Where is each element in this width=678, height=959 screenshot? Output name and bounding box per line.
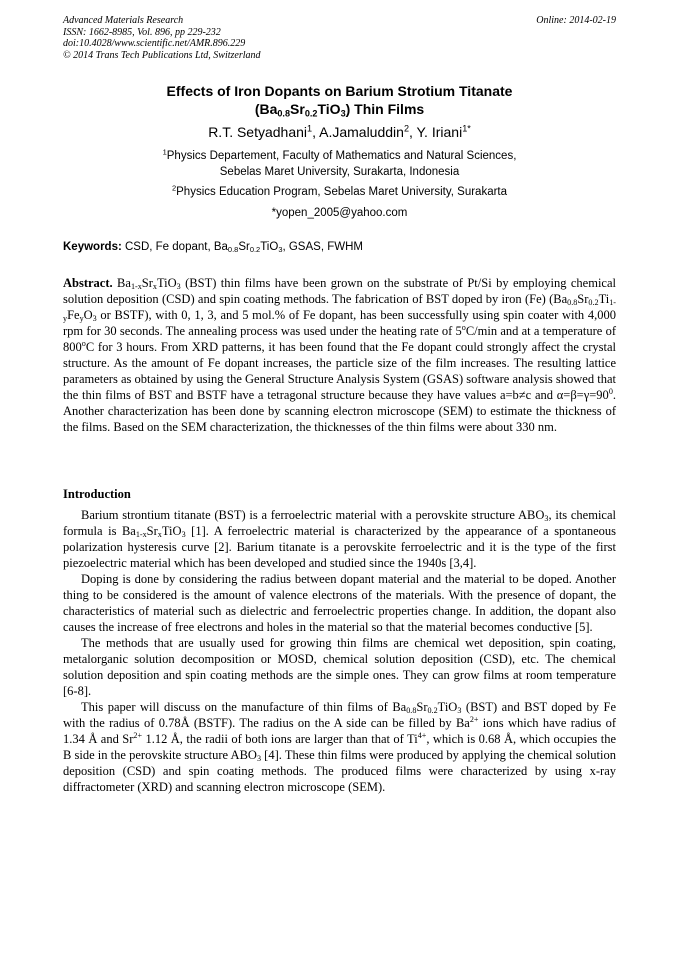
affiliation-text: Physics Departement, Faculty of Mathematics and Natural Sciences, bbox=[166, 150, 517, 162]
intro-text: Sr bbox=[416, 700, 428, 714]
journal-name: Advanced Materials Research bbox=[63, 15, 184, 26]
intro-paragraph-3: The methods that are usually used for growing thin films are chemical wet deposition, spin coating, metalorganic solution decomposition or MOSD, chemical solution deposition (CSD), etc. The chemical solution deposition and spin coating methods are the simple ones. They can grow films at room temperature [6-8]. bbox=[63, 636, 616, 698]
author-name: R.T. Setyadhani bbox=[208, 124, 308, 140]
abstract-sub: 1-y bbox=[63, 298, 616, 324]
intro-text: TiO bbox=[437, 700, 458, 714]
abstract-text: Ba bbox=[112, 276, 131, 290]
affiliation-2 bbox=[63, 184, 616, 200]
section-heading-introduction: Introduction bbox=[63, 487, 131, 501]
intro-text: 1.12 Å, the radii of both ions are larger than that of Ti bbox=[142, 732, 418, 746]
author-affiliation-mark: 1* bbox=[462, 123, 471, 134]
abstract-text: Ti bbox=[598, 292, 610, 306]
intro-text: ions which have radius of 1.34 Å and Sr bbox=[63, 716, 616, 746]
abstract-text: C/min and at a temperature of 800 bbox=[63, 324, 616, 354]
abstract-sub: 0.2 bbox=[588, 298, 599, 308]
keywords-sub: 0.2 bbox=[249, 244, 261, 254]
intro-text: (BST) and BST doped by Fe with the radius of 0.78Å (BSTF). The radius on the A side can be filled by Ba bbox=[63, 700, 617, 730]
title-formula-tio: TiO bbox=[317, 100, 341, 117]
author-affiliation-mark: 2 bbox=[403, 123, 409, 134]
affiliation-mark: 1 bbox=[162, 147, 167, 157]
paper-title bbox=[63, 83, 616, 118]
intro-paragraph-4 bbox=[63, 699, 616, 795]
title-line-1: Effects of Iron Dopants on Barium Strotium Titanate bbox=[166, 83, 513, 99]
title-sub: 0.2 bbox=[304, 107, 318, 118]
keywords-text: , GSAS, FWHM bbox=[282, 241, 363, 253]
abstract-text: (BST) thin films have been grown on the substrate of Pt/Si by employing chemical solution deposition (CSD) and spin coating methods. The fabrication of BST doped by iron (Fe) (Ba bbox=[63, 276, 616, 306]
intro-text: Sr bbox=[146, 524, 158, 538]
intro-sub: 3 bbox=[256, 754, 262, 764]
keywords-text: Sr bbox=[238, 241, 250, 253]
intro-sub: 3 bbox=[457, 706, 462, 716]
intro-text: This paper will discuss on the manufacture of thin films of Ba bbox=[81, 700, 407, 714]
keywords bbox=[63, 239, 616, 255]
title-sub: 0.8 bbox=[277, 107, 291, 118]
online-date: Online: 2014-02-19 bbox=[536, 15, 616, 26]
title-formula-ba: (Ba bbox=[254, 100, 278, 117]
abstract-text: Fe bbox=[67, 308, 80, 322]
intro-sup: 2+ bbox=[469, 715, 479, 725]
intro-sub: 1-x bbox=[135, 530, 147, 540]
keywords-sub: 3 bbox=[278, 244, 283, 254]
intro-text: , its chemical formula is Ba bbox=[63, 508, 616, 538]
affiliation-1-line-2: Sebelas Maret University, Surakarta, Indonesia bbox=[219, 166, 460, 178]
intro-sub: 3 bbox=[544, 514, 549, 524]
abstract-sub: 0.8 bbox=[567, 298, 578, 308]
abstract-sub: y bbox=[79, 314, 84, 324]
abstract-sub: 1-x bbox=[130, 282, 142, 292]
doi: doi:10.4028/www.scientific.net/AMR.896.229 bbox=[63, 38, 246, 49]
author-list bbox=[63, 123, 616, 141]
affiliation-1 bbox=[63, 148, 616, 180]
author-name: , Y. Iriani bbox=[409, 124, 463, 140]
abstract-sup: 0 bbox=[608, 387, 613, 397]
abstract-sub: 3 bbox=[92, 314, 97, 324]
intro-sub: 3 bbox=[181, 530, 186, 540]
abstract-text: Sr bbox=[577, 292, 589, 306]
abstract-text: TiO bbox=[156, 276, 177, 290]
copyright: © 2014 Trans Tech Publications Ltd, Switzerland bbox=[63, 49, 261, 61]
abstract-text: O bbox=[83, 308, 93, 322]
keywords-label: Keywords: bbox=[63, 241, 122, 253]
title-formula-sr: Sr bbox=[290, 100, 305, 117]
affiliation-text: Physics Education Program, Sebelas Maret University, Surakarta bbox=[176, 186, 508, 198]
intro-text: , which is 0.68 Å, which occupies the B side in the perovskite structure ABO bbox=[63, 732, 616, 762]
abstract-text: C for 3 hours. From XRD patterns, it has been found that the Fe dopant could strongly affect the crystal structure. As the amount of Fe dopant increases, the particle size of the film increases. The resulting lattice parameters as obtained by using the General Structure Analysis System (GSAS) software analysis showed that the thin films of BST and BSTF have a tetragonal structure because they have values a=b≠c and α=β=γ=90 bbox=[63, 340, 616, 402]
intro-sup: 4+ bbox=[417, 731, 427, 741]
abstract-sup: o bbox=[81, 339, 86, 349]
keywords-text: TiO bbox=[260, 241, 279, 253]
affiliation-mark: 2 bbox=[171, 183, 177, 193]
intro-text: TiO bbox=[161, 524, 182, 538]
intro-paragraph-1 bbox=[63, 507, 616, 571]
abstract-sup: o bbox=[461, 323, 466, 333]
keywords-sub: 0.8 bbox=[227, 244, 239, 254]
title-line-2 bbox=[63, 101, 616, 119]
journal-header bbox=[63, 15, 616, 61]
author-affiliation-mark: 1 bbox=[307, 123, 313, 134]
abstract-text: or BSTF), with 0, 1, 3, and 5 mol.% of Fe dopant, has been successfully using spin coater with 4,000 rpm for 30 seconds. The annealing process was used under the heating rate of 5 bbox=[63, 308, 616, 338]
intro-text: [1]. A ferroelectric material is characterized by the appearance of a spontaneous polarization hysteresis curve [2]. Barium titanate is a perovskite ferroelectric and it is the type of the first piezoelectric material which has been developed and studied since the 1940s [3,4]. bbox=[63, 524, 616, 570]
keywords-text: CSD, Fe dopant, Ba bbox=[121, 241, 228, 253]
abstract-sub: x bbox=[152, 282, 157, 292]
author-name: , A.Jamaluddin bbox=[312, 124, 404, 140]
corresponding-email[interactable]: *yopen_2005@yahoo.com bbox=[271, 207, 408, 219]
introduction-body bbox=[63, 507, 616, 795]
title-rest: ) Thin Films bbox=[345, 100, 425, 117]
title-sub: 3 bbox=[340, 107, 346, 118]
intro-sup: 2+ bbox=[133, 731, 143, 741]
issn: ISSN: 1662-8985, Vol. 896, pp 229-232 bbox=[63, 26, 221, 38]
abstract-label: Abstract. bbox=[63, 276, 113, 290]
intro-paragraph-2: Doping is done by considering the radius between dopant material and the material to be doped. Another thing to be considered is the amount of valence electrons of the materials. With the presence of dopant, the characteristics of material such as dielectric and ferroelectric properties change. In addition, the dopant also causes the increase of free electrons and holes in the material so that the material becomes conductive [5]. bbox=[63, 572, 616, 634]
intro-sub: 0.2 bbox=[427, 706, 438, 716]
affiliation-1-line-1 bbox=[63, 148, 616, 164]
intro-sub: 0.8 bbox=[406, 706, 417, 716]
intro-text: [4]. These thin films were produced by applying the chemical solution deposition (CSD) and spin coating methods. The produced films were characterized by using x-ray diffractometer (XRD) and scanning electron microscope (SEM). bbox=[63, 748, 616, 794]
abstract-sub: 3 bbox=[176, 282, 181, 292]
intro-text: Barium strontium titanate (BST) is a ferroelectric material with a perovskite structure ABO bbox=[81, 508, 545, 522]
abstract-text: Sr bbox=[141, 276, 153, 290]
abstract-text: . Another characterization has been done by scanning electron microscope (SEM) to estimate the thickness of the films. Based on the SEM characterization, the thicknesses of the thin films were about 330 nm. bbox=[63, 388, 616, 434]
abstract bbox=[63, 275, 616, 435]
intro-sub: x bbox=[157, 530, 162, 540]
